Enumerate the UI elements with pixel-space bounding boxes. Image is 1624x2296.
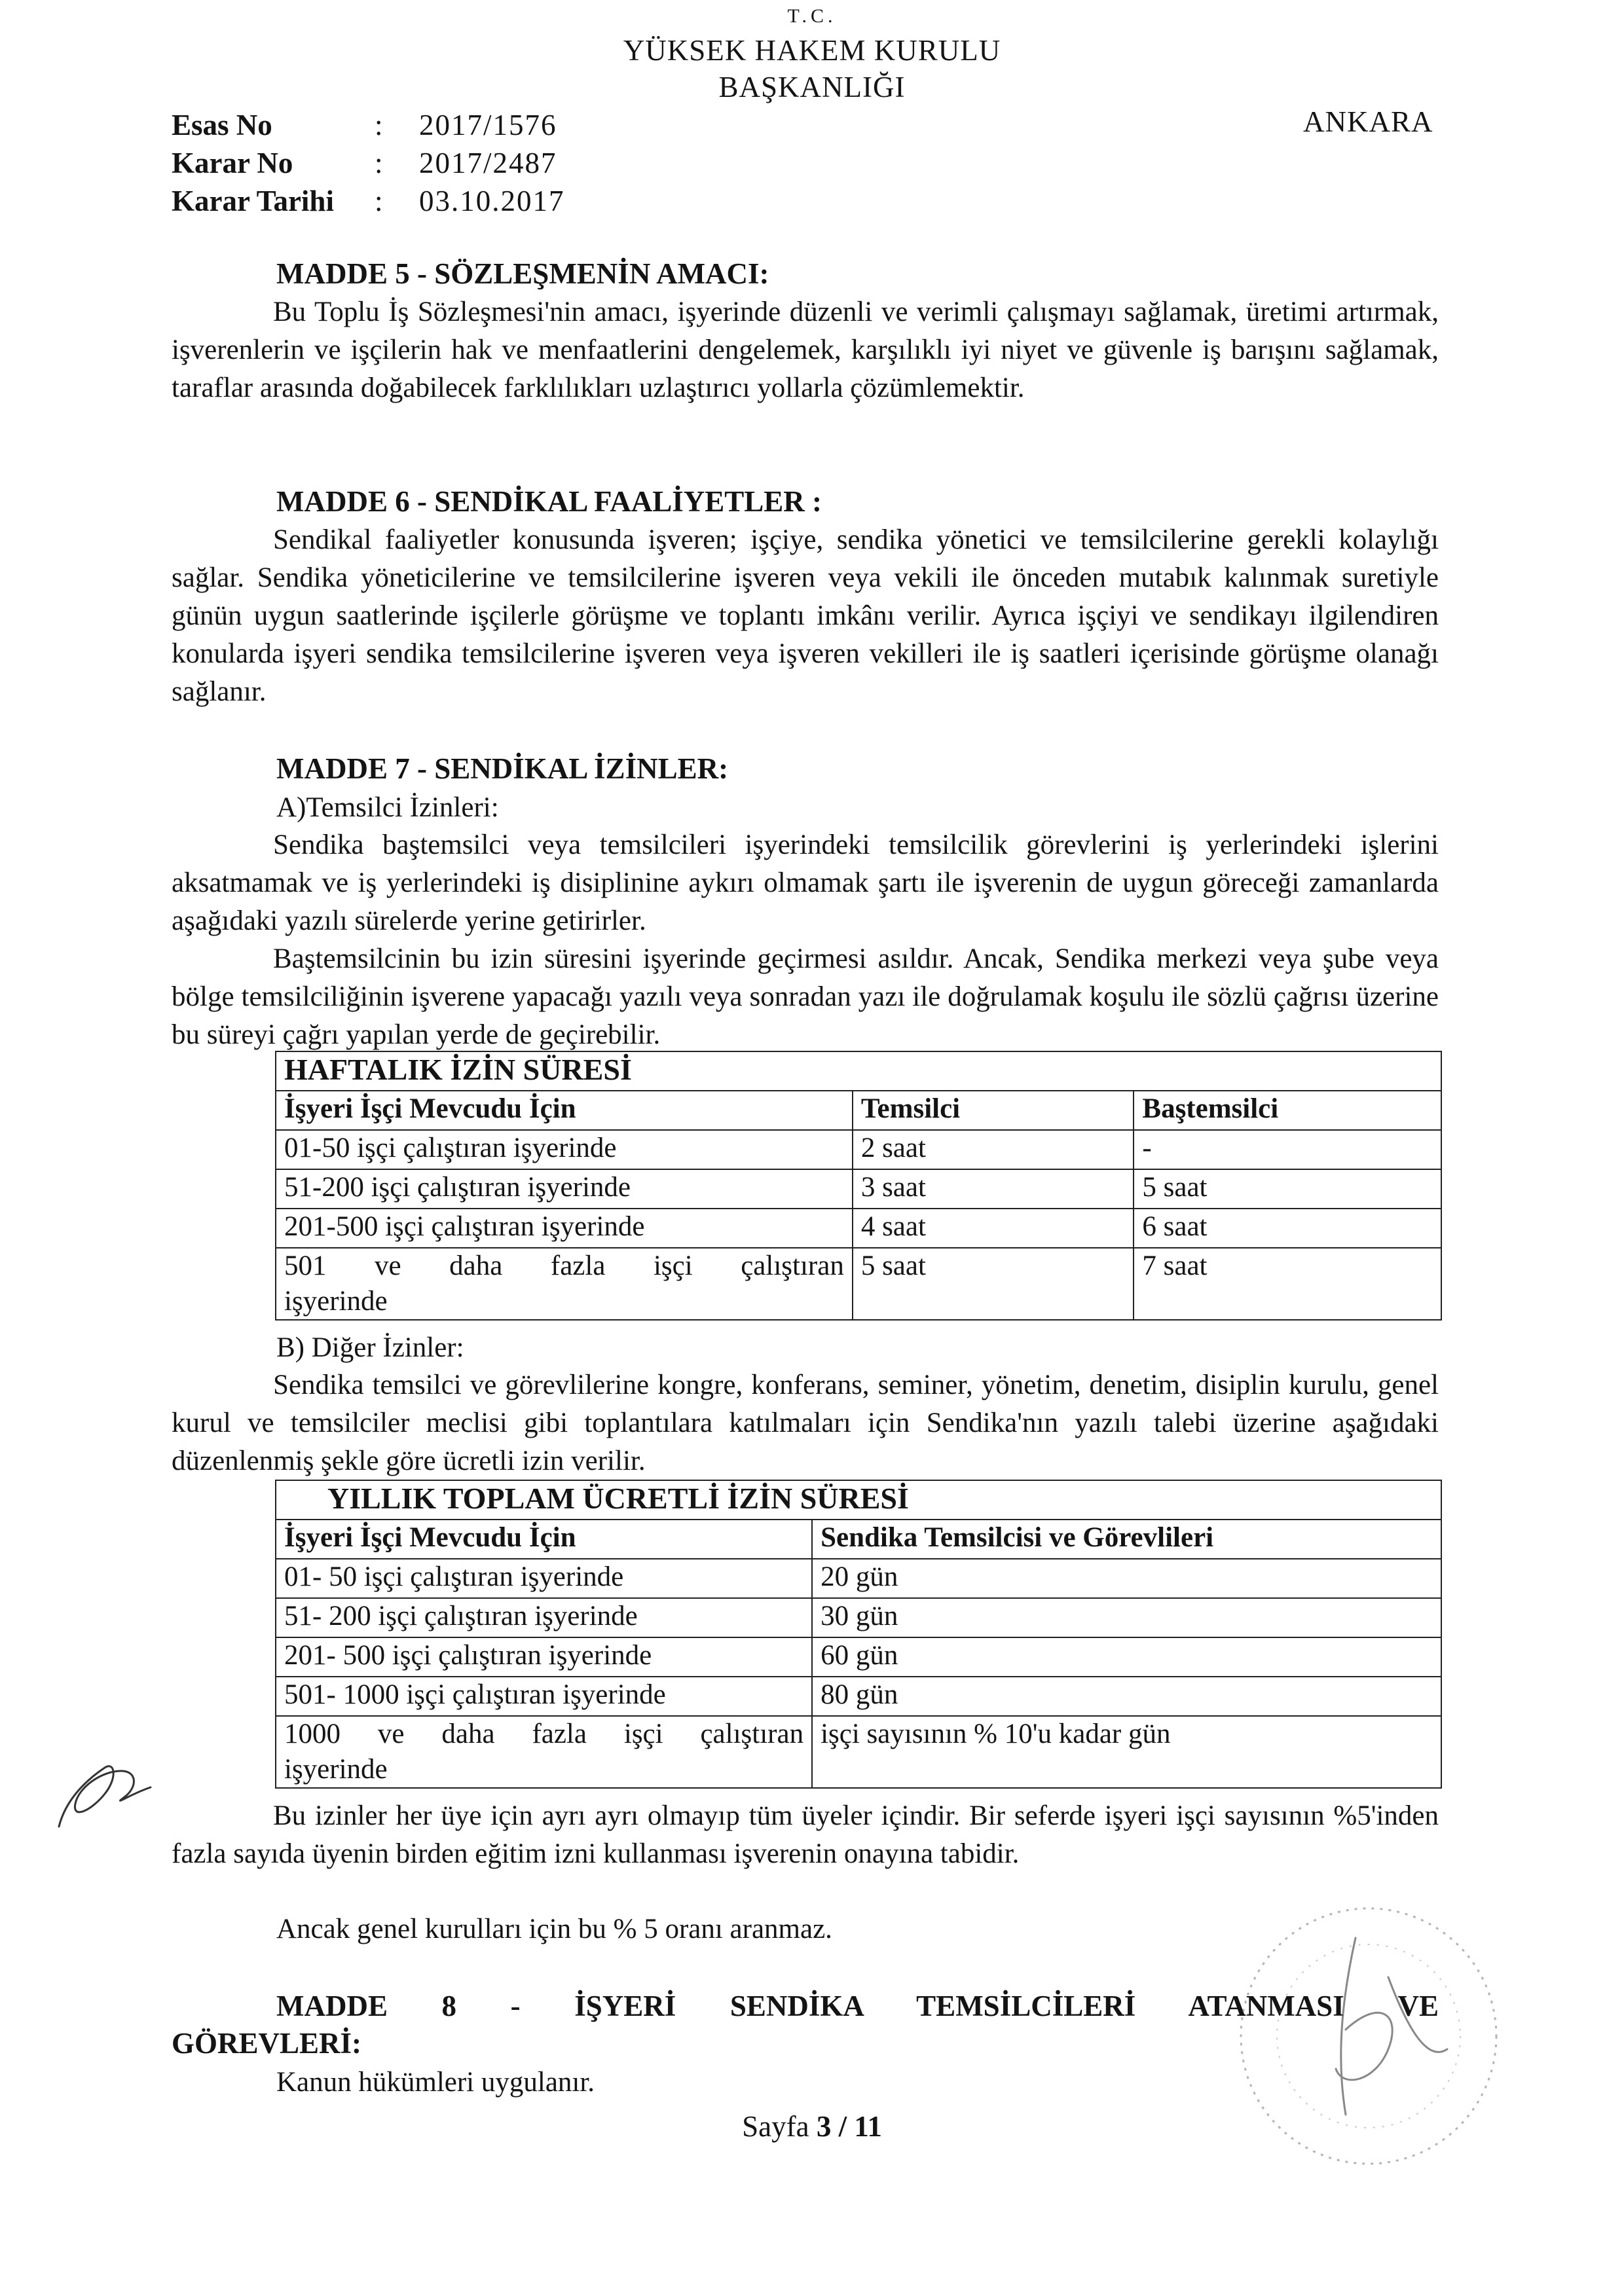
top-mark: T.C. — [787, 5, 837, 27]
table-cell: 5 saat — [1134, 1169, 1441, 1209]
table-row — [276, 1598, 1441, 1637]
madde7-para-a2 — [172, 940, 1439, 1054]
org-title-line2: BAŞKANLIĞI — [718, 71, 906, 103]
madde6-body: Sendikal faaliyetler konusunda işveren; işçiye, sendika yönetici ve temsilcilerine gerekli kolaylığı sağlar. Sendika yöneticilerine ve temsilcilerine işveren veya vekili ile önceden mutabık kalınmak suretiyle günün uygun saatlerinde işçilerle görüşme ve toplantı imkânı verilir. Ayrıca işçiyi ve sendikayı ilgilendiren konularda işyeri sendika temsilcilerine işveren veya işveren vekilleri ile iş saatleri içerisinde görüşme olanağı sağlanır. — [172, 524, 1439, 707]
table-cell: 4 saat — [853, 1209, 1134, 1248]
madde7-para-a1 — [172, 826, 1439, 940]
madde8-text: Kanun hükümleri uygulanır. — [276, 2067, 595, 2098]
table-header-row — [276, 1091, 1441, 1130]
madde6-title: MADDE 6 - SENDİKAL FAALİYETLER : — [276, 485, 822, 518]
table-cell: 2 saat — [853, 1130, 1134, 1169]
table-cell: işçi sayısının % 10'u kadar gün — [812, 1716, 1441, 1788]
table-row — [276, 1716, 1441, 1788]
madde7-sub-a: A)Temsilci İzinleri: — [276, 792, 499, 823]
annual-leave-table — [275, 1480, 1442, 1789]
meta-label: Karar No — [172, 147, 293, 179]
table-header: Temsilci — [853, 1091, 1134, 1130]
table-header: Sendika Temsilcisi ve Görevlileri — [812, 1520, 1441, 1559]
madde7-para-b2 — [172, 1797, 1439, 1873]
table-header: Baştemsilci — [1134, 1091, 1441, 1130]
madde7-title: MADDE 7 - SENDİKAL İZİNLER: — [276, 752, 729, 785]
table-cell: 60 gün — [812, 1637, 1441, 1677]
page-count: 3 / 11 — [816, 2110, 882, 2143]
city-label: ANKARA — [1303, 105, 1433, 138]
table-cell: 01-50 işçi çalıştıran işyerinde — [276, 1130, 853, 1169]
table-cell: - — [1134, 1130, 1441, 1169]
table-cell: 6 saat — [1134, 1209, 1441, 1248]
meta-colon: : — [375, 147, 383, 179]
meta-value: 03.10.2017 — [419, 185, 565, 217]
meta-label: Esas No — [172, 109, 272, 141]
table-cell: 501- 1000 işçi çalıştıran işyerinde — [276, 1677, 812, 1716]
table-row — [276, 1130, 1441, 1169]
table-header: İşyeri İşçi Mevcudu İçin — [276, 1520, 812, 1559]
table-cell: 51-200 işçi çalıştıran işyerinde — [276, 1169, 853, 1209]
madde7-para-a2-text: Baştemsilcinin bu izin süresini işyerinde geçirmesi asıldır. Ancak, Sendika merkezi veya şube veya bölge temsilciliğinin işverene yapacağı yazılı veya sonradan yazı ile doğrulamak koşulu ile sözlü çağrısı üzerine bu süreyi çağrı yapılan yerde de geçirebilir. — [172, 943, 1439, 1050]
table-row — [276, 1169, 1441, 1209]
case-meta — [172, 106, 565, 220]
table-cell: 80 gün — [812, 1677, 1441, 1716]
cell-line: işyerinde — [284, 1286, 388, 1317]
table-caption-row — [276, 1480, 1441, 1520]
madde7-para-b2-text: Bu izinler her üye için ayrı ayrı olmayıp tüm üyeler içindir. Bir seferde işyeri işçi sayısının %5'inden fazla sayıda üyenin birden eğitim izni kullanması işverenin onayına tabidir. — [172, 1800, 1439, 1869]
table-cell: 51- 200 işçi çalıştıran işyerinde — [276, 1598, 812, 1637]
madde6-text — [172, 521, 1439, 711]
madde7-para-a1-text: Sendika baştemsilci veya temsilcileri işyerindeki temsilcilik görevlerini iş yerlerindeki işlerini aksatmamak ve iş yerlerindeki iş disiplinine aykırı olmamak şartı ile işverenin de uygun göreceği zamanlarda aşağıdaki yazılı sürelerde yerine getirirler. — [172, 829, 1439, 936]
madde5-text — [172, 293, 1439, 407]
table-cell: 5 saat — [853, 1248, 1134, 1320]
madde8-title-line1: MADDE 8 - İŞYERİ SENDİKA TEMSİLCİLERİ ATANMASI VE — [276, 1990, 1439, 2022]
cell-line: 1000 ve daha fazla işçi çalıştıran — [284, 1719, 804, 1749]
madde5-title: MADDE 5 - SÖZLEŞMENİN AMACI: — [276, 257, 769, 290]
org-title-line1: YÜKSEK HAKEM KURULU — [623, 34, 1001, 67]
table-cell: 3 saat — [853, 1169, 1134, 1209]
table-row — [276, 1637, 1441, 1677]
table-row — [276, 1559, 1441, 1598]
table-cell: 201-500 işçi çalıştıran işyerinde — [276, 1209, 853, 1248]
table-row — [276, 1248, 1441, 1320]
table-header-row — [276, 1520, 1441, 1559]
table-row — [276, 1209, 1441, 1248]
table-cell — [276, 1716, 812, 1788]
table-cell — [276, 1248, 853, 1320]
madde8-title-line2: GÖREVLERİ: — [172, 2027, 362, 2060]
meta-label: Karar Tarihi — [172, 185, 334, 217]
official-seal — [1231, 1899, 1506, 2174]
madde5-body: Bu Toplu İş Sözleşmesi'nin amacı, işyerinde düzenli ve verimli çalışmayı sağlamak, üretimi artırmak, işverenlerin ve işçilerin hak ve menfaatlerini dengelemek, karşılıklı iyi niyet ve güvenle iş barışını sağlamak, taraflar arasında doğabilecek farklılıkları uzlaştırıcı yollarla çözümlemektir. — [172, 297, 1439, 403]
madde7-sub-b: B) Diğer İzinler: — [276, 1332, 464, 1363]
table-cell: 201- 500 işçi çalıştıran işyerinde — [276, 1637, 812, 1677]
cell-line: işyerinde — [284, 1754, 388, 1785]
table-caption: HAFTALIK İZİN SÜRESİ — [276, 1051, 1441, 1091]
table-header: İşyeri İşçi Mevcudu İçin — [276, 1091, 853, 1130]
table-cell: 01- 50 işçi çalıştıran işyerinde — [276, 1559, 812, 1598]
meta-tarih — [172, 182, 565, 220]
meta-value: 2017/2487 — [419, 147, 557, 179]
weekly-leave-table — [275, 1051, 1442, 1321]
meta-colon: : — [375, 109, 383, 141]
handwritten-initials — [39, 1741, 170, 1840]
madde7-para-b1-text: Sendika temsilci ve görevlilerine kongre, konferans, seminer, yönetim, denetim, disiplin kurulu, genel kurul ve temsilciler meclisi gibi toplantılara katılmaları için Sendika'nın yazılı talebi üzerine aşağıdaki düzenlenmiş şekle göre ücretli izin verilir. — [172, 1370, 1439, 1476]
meta-karar — [172, 144, 565, 182]
meta-colon: : — [375, 185, 383, 217]
page-prefix: Sayfa — [742, 2110, 817, 2143]
table-cell: 20 gün — [812, 1559, 1441, 1598]
meta-value: 2017/1576 — [419, 109, 557, 141]
table-cell: 30 gün — [812, 1598, 1441, 1637]
madde7-para-b3: Ancak genel kurulları için bu % 5 oranı aranmaz. — [276, 1914, 832, 1944]
table-cell: 7 saat — [1134, 1248, 1441, 1320]
cell-line: 501 ve daha fazla işçi çalıştıran — [284, 1250, 844, 1281]
table-row — [276, 1677, 1441, 1716]
meta-esas — [172, 106, 565, 144]
table-caption-row — [276, 1051, 1441, 1091]
table-caption: YILLIK TOPLAM ÜCRETLİ İZİN SÜRESİ — [276, 1480, 1441, 1520]
madde7-para-b1 — [172, 1366, 1439, 1480]
